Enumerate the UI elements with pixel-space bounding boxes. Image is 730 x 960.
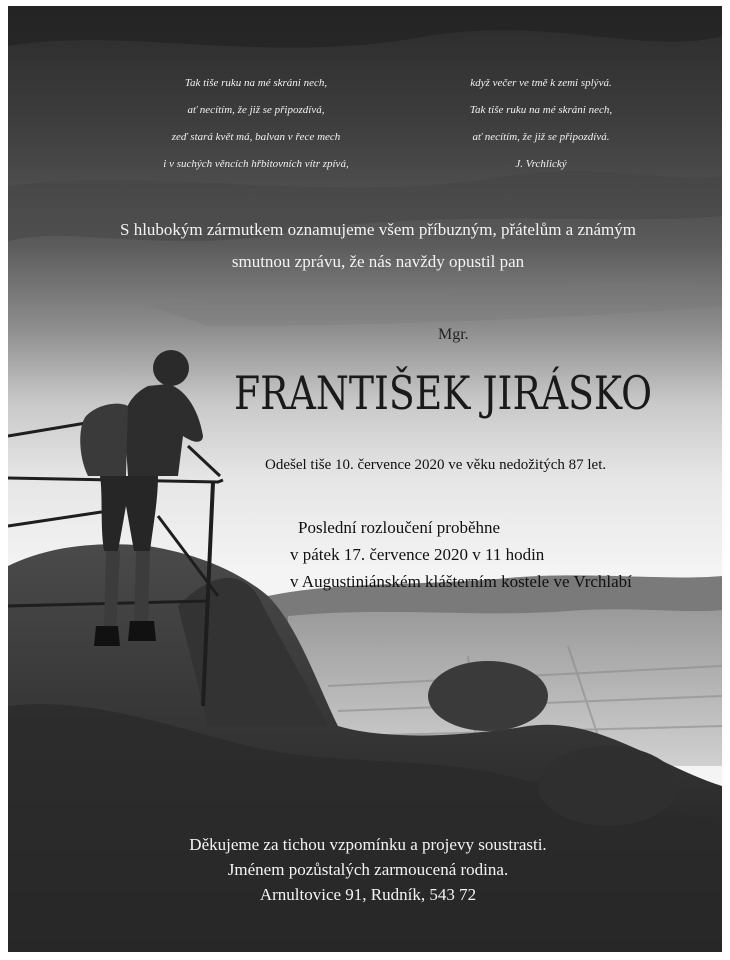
closing-text — [158, 832, 578, 907]
announcement-line: smutnou zprávu, že nás navždy opustil pan — [231, 252, 525, 271]
announcement-text — [38, 214, 718, 278]
announcement-line: S hlubokým zármutkem oznamujeme všem příbuzným, přátelům a známým — [119, 220, 636, 239]
poem-line: zeď stará květ má, balvan v řece mech — [171, 131, 341, 143]
poem-line: ať necítím, že již se připozdívá. — [472, 131, 610, 143]
family-line: Jménem pozůstalých zarmoucená rodina. — [227, 860, 509, 879]
funeral-line: v pátek 17. července 2020 v 11 hodin — [290, 545, 545, 564]
poem-right-column — [426, 70, 656, 178]
funeral-line: Poslední rozloučení proběhne — [298, 518, 501, 537]
poem-line: Tak tiše ruku na mé skráni nech, — [469, 104, 613, 116]
poem-left-column — [126, 70, 386, 178]
poem-line: když večer ve tmě k zemi splývá. — [470, 77, 612, 89]
obituary-sheet — [8, 6, 722, 952]
poem-line: i v suchých věncích hřbitovních vítr zpívá, — [163, 158, 349, 170]
death-notice: Odešel tiše 10. července 2020 ve věku nedožitých 87 let. — [265, 457, 607, 473]
poem-line: Tak tiše ruku na mé skráni nech, — [184, 77, 328, 89]
academic-title: Mgr. — [438, 326, 469, 343]
poem-line: ať necítím, že již se připozdívá, — [187, 104, 325, 116]
funeral-line: v Augustiniánském klášterním kostele ve Vrchlabí — [290, 572, 632, 591]
address-line: Arnultovice 91, Rudník, 543 72 — [259, 885, 477, 904]
poem-author: J. Vrchlický — [515, 158, 567, 170]
funeral-info — [290, 514, 632, 595]
deceased-name: FRANTIŠEK JIRÁSKO — [234, 366, 653, 420]
thanks-line: Děkujeme za tichou vzpomínku a projevy soustrasti. — [189, 835, 547, 854]
